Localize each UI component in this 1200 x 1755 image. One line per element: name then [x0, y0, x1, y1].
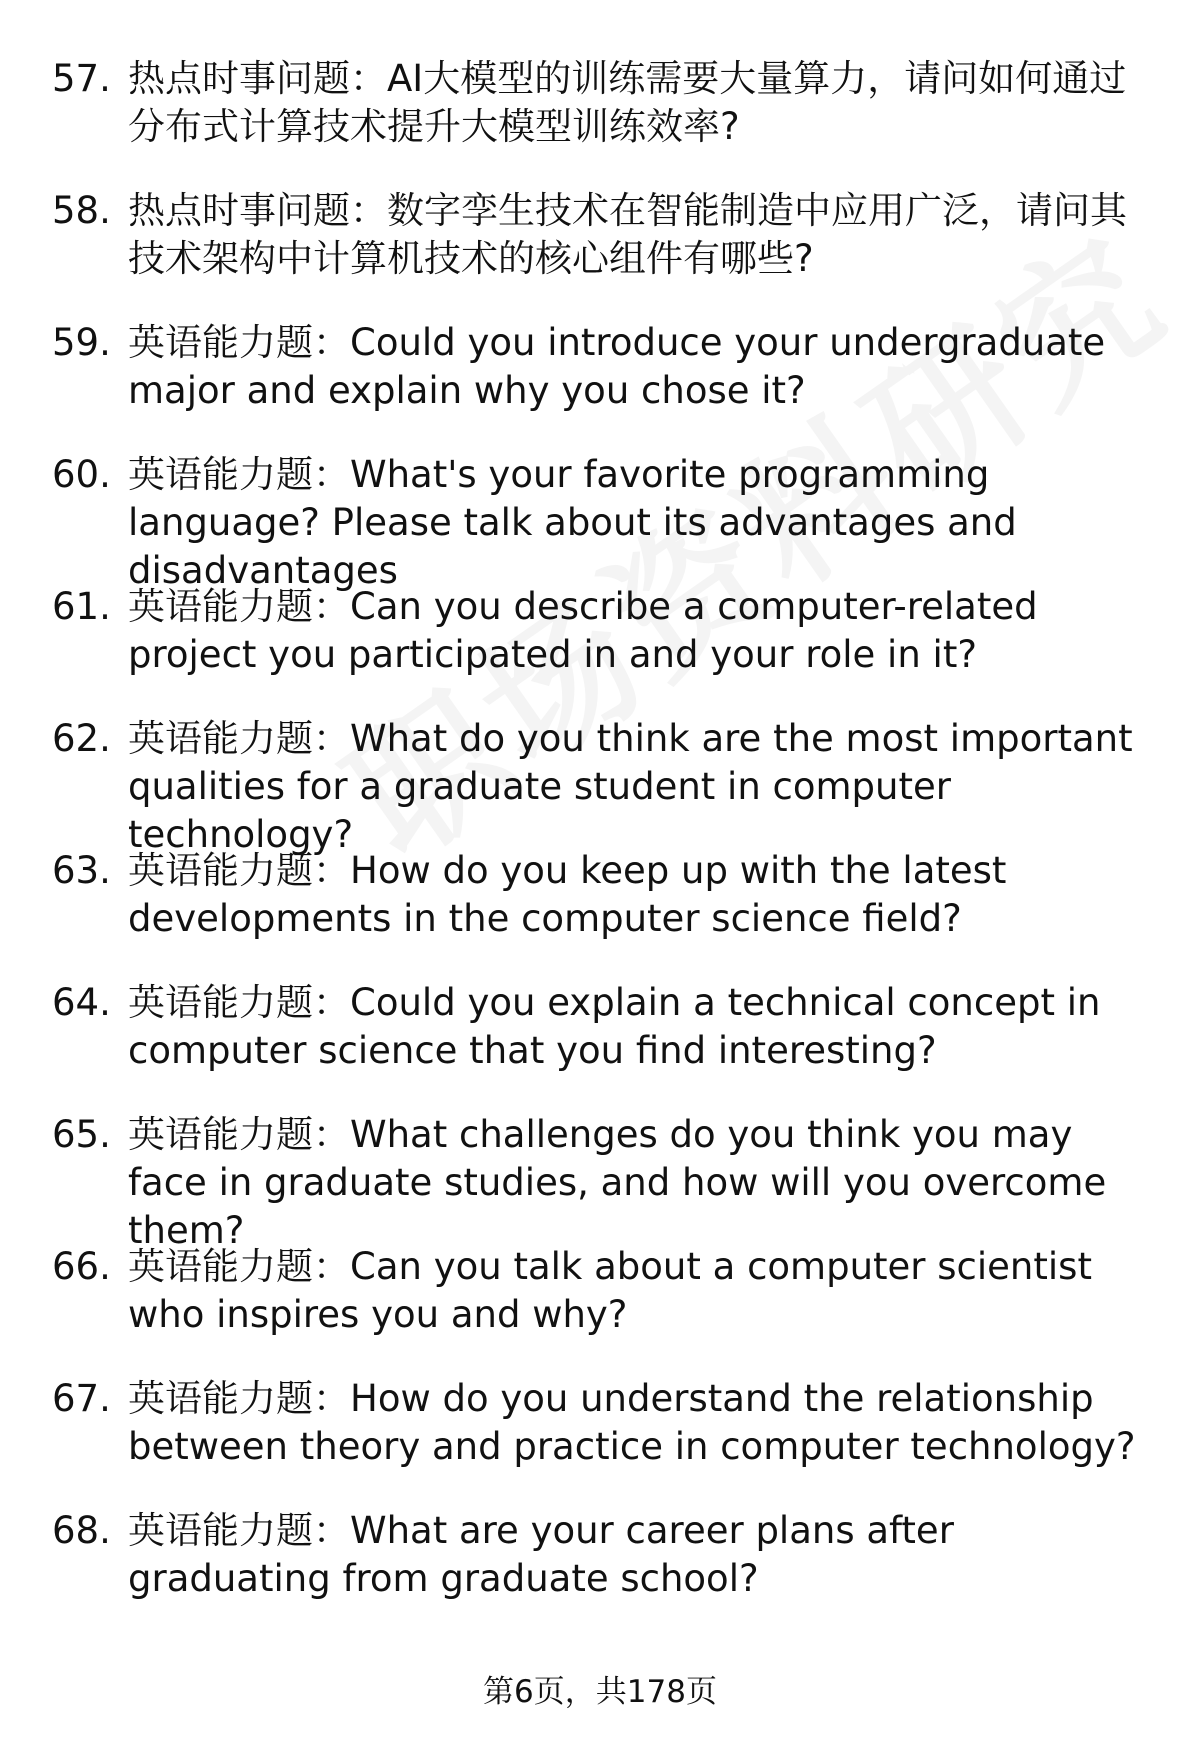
question-number: 57.: [52, 57, 111, 100]
question-text: 热点时事问题：AI大模型的训练需要大量算力，请问如何通过分布式计算技术提升大模型训练效率?: [128, 57, 1127, 148]
question-number: 68.: [52, 1509, 111, 1552]
question-number: 67.: [52, 1377, 111, 1420]
question-text: 英语能力题：Can you talk about a computer scientist who inspires you and why?: [128, 1245, 1092, 1336]
question-number: 58.: [52, 189, 111, 232]
question-item: [0, 451, 1200, 592]
question-number: 62.: [52, 717, 111, 760]
question-text: 英语能力题：Could you explain a technical concept in computer science that you find interesting?: [128, 981, 1101, 1072]
question-number: 59.: [52, 321, 111, 364]
question-number: 65.: [52, 1113, 111, 1156]
question-text: 英语能力题：How do you keep up with the latest developments in the computer science field?: [128, 849, 1007, 940]
question-text: 热点时事问题：数字孪生技术在智能制造中应用广泛，请问其技术架构中计算机技术的核心组件有哪些?: [128, 189, 1127, 280]
question-text: 英语能力题：Can you describe a computer-related project you participated in and your role in it?: [128, 585, 1038, 676]
question-text: 英语能力题：What challenges do you think you may face in graduate studies, and how will you overcome them?: [128, 1113, 1107, 1252]
question-item: [0, 319, 1200, 451]
page-footer: 第6页，共178页: [483, 1674, 717, 1710]
question-text: 英语能力题：What's your favorite programming language? Please talk about its advantages and disadvantages: [128, 453, 1017, 592]
question-number: 66.: [52, 1245, 111, 1288]
question-item: [0, 979, 1200, 1111]
question-text: 英语能力题：What do you think are the most important qualities for a graduate student in computer technology?: [128, 717, 1133, 856]
question-item: [0, 847, 1200, 979]
question-item: [0, 187, 1200, 319]
question-item: [0, 1507, 1200, 1639]
question-item: [0, 715, 1200, 856]
question-item: [0, 55, 1200, 187]
question-item: [0, 1243, 1200, 1375]
question-text: 英语能力题：What are your career plans after graduating from graduate school?: [128, 1509, 954, 1600]
question-text: 英语能力题：How do you understand the relationship between theory and practice in computer technology?: [128, 1377, 1136, 1468]
question-number: 64.: [52, 981, 111, 1024]
question-number: 61.: [52, 585, 111, 628]
question-item: [0, 1111, 1200, 1252]
question-number: 60.: [52, 453, 111, 496]
question-item: [0, 1375, 1200, 1507]
question-list: [0, 55, 1200, 1639]
question-number: 63.: [52, 849, 111, 892]
question-item: [0, 583, 1200, 715]
question-text: 英语能力题：Could you introduce your undergraduate major and explain why you chose it?: [128, 321, 1106, 412]
